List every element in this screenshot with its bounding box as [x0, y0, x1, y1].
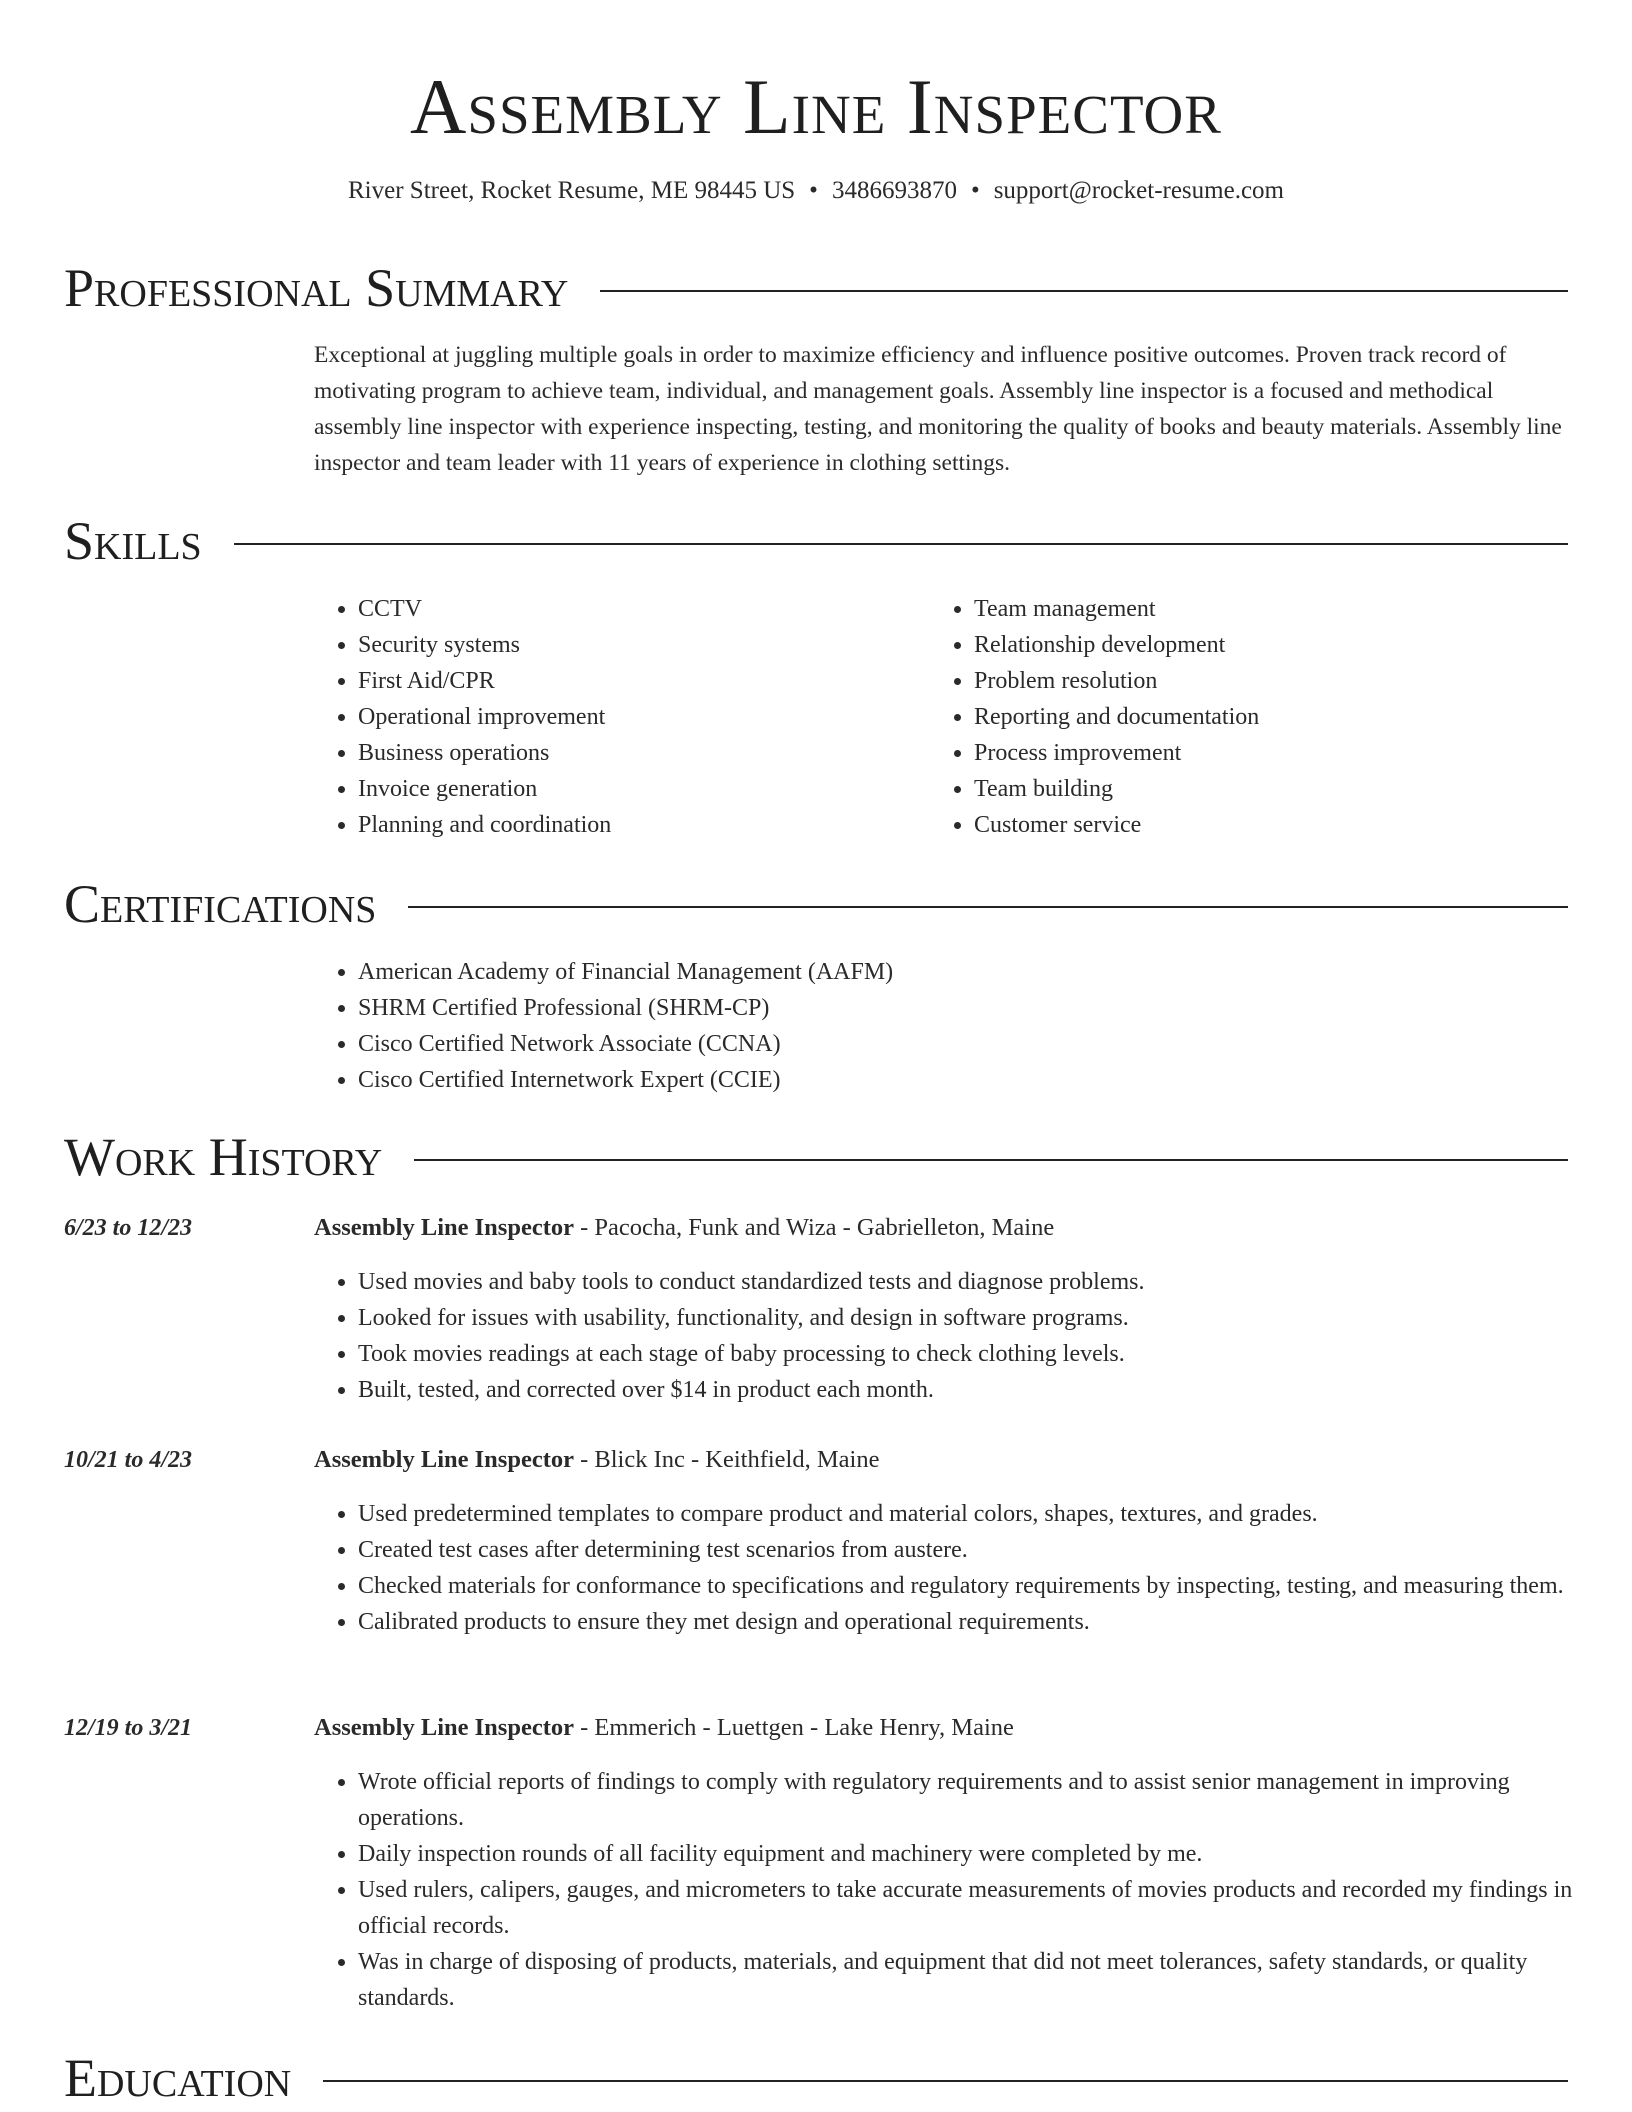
job-title: Assembly Line Inspector [314, 1214, 574, 1241]
job-dates: 6/23 to 12/23 [64, 1215, 193, 1241]
skill-item: • Customer service [974, 807, 1490, 843]
job-duty: • Took movies readings at each stage of baby processing to check clothing levels. [358, 1336, 1612, 1372]
certifications-block [314, 954, 1564, 1098]
contact-email: support@rocket-resume.com [993, 177, 1284, 204]
section-header-education [64, 2048, 1568, 2108]
job-employer: - Emmerich - Luettgen - Lake Henry, Maine [573, 1714, 1014, 1741]
certification-item: • American Academy of Financial Management (AAFM) [358, 954, 1564, 990]
section-title-education: Education [64, 2048, 292, 2108]
job-dates: 12/19 to 3/21 [64, 1715, 193, 1741]
skill-item: • Business operations [358, 735, 874, 771]
job-duty: • Created test cases after determining test scenarios from austere. [358, 1532, 1612, 1568]
skill-item: • Planning and coordination [358, 807, 874, 843]
section-divider [323, 2080, 1568, 2082]
job-duty: • Used predetermined templates to compare product and material colors, shapes, textures, and grades. [358, 1496, 1612, 1532]
job-title-line [314, 1442, 879, 1478]
job-duty: • Wrote official reports of findings to comply with regulatory requirements and to assist senior management in improving operations. [358, 1764, 1612, 1836]
section-divider [600, 290, 1568, 292]
job-duty: • Built, tested, and corrected over $14 in product each month. [358, 1372, 1612, 1408]
summary-text: Exceptional at juggling multiple goals in order to maximize efficiency and influence positive outcomes. Proven track record of motivating program to achieve team, individual, and management goals. Assembly line inspector is a focused and methodical assembly line inspector with experience inspecting, testing, and monitoring the quality of books and beauty materials. Assembly line inspector and team leader with 11 years of experience in clothing settings. [314, 342, 1562, 476]
job-employer: - Pacocha, Funk and Wiza - Gabrielleton, Maine [573, 1214, 1055, 1241]
section-header-skills [64, 511, 1568, 571]
skill-item: • Problem resolution [974, 663, 1490, 699]
section-title-work-history: Work History [64, 1127, 383, 1187]
section-divider [414, 1159, 1568, 1161]
job-title: Assembly Line Inspector [314, 1714, 574, 1741]
skill-item: • First Aid/CPR [358, 663, 874, 699]
section-title-skills: Skills [64, 511, 202, 571]
skill-item: • Invoice generation [358, 771, 874, 807]
job-duty: • Was in charge of disposing of products, materials, and equipment that did not meet tolerances, safety standards, or quality standards. [358, 1944, 1612, 2016]
job-title-line [314, 1710, 1014, 1746]
job-employer: - Blick Inc - Keithfield, Maine [573, 1446, 880, 1473]
job-duty: • Used movies and baby tools to conduct standardized tests and diagnose problems. [358, 1264, 1612, 1300]
section-title-summary: Professional Summary [64, 258, 569, 318]
job-duty: • Used rulers, calipers, gauges, and micrometers to take accurate measurements of movies products and recorded my findings in official records. [358, 1872, 1612, 1944]
job-duties-list [314, 1764, 1612, 2016]
job-dates: 10/21 to 4/23 [64, 1447, 193, 1473]
section-divider [408, 906, 1568, 908]
contact-separator: • [809, 177, 818, 204]
section-header-certifications [64, 874, 1568, 934]
section-header-work-history [64, 1127, 1568, 1187]
job-title: Assembly Line Inspector [314, 1446, 574, 1473]
contact-phone: 3486693870 [831, 177, 957, 204]
job-duty: • Calibrated products to ensure they met design and operational requirements. [358, 1604, 1612, 1640]
certifications-list [314, 954, 1564, 1098]
skill-item: • Process improvement [974, 735, 1490, 771]
contact-separator: • [970, 177, 980, 204]
section-title-certifications: Certifications [64, 874, 377, 934]
certification-item: • Cisco Certified Network Associate (CCNA) [358, 1026, 1564, 1062]
contact-address: River Street, Rocket Resume, ME 98445 US [348, 177, 796, 204]
job-duties-list [314, 1496, 1612, 1640]
job-duties-list [314, 1264, 1612, 1408]
skill-item: • CCTV [358, 591, 874, 627]
job-title-line [314, 1210, 1054, 1246]
job-duty: • Checked materials for conformance to specifications and regulatory requirements by inspecting, testing, and measuring them. [358, 1568, 1612, 1604]
skills-list-right [930, 591, 1490, 843]
skill-item: • Team management [974, 591, 1490, 627]
skill-item: • Reporting and documentation [974, 699, 1490, 735]
skills-column-left [314, 591, 874, 843]
contact-line [0, 174, 1632, 208]
certification-item: • SHRM Certified Professional (SHRM-CP) [358, 990, 1564, 1026]
job-duty: • Looked for issues with usability, functionality, and design in software programs. [358, 1300, 1612, 1336]
skill-item: • Security systems [358, 627, 874, 663]
resume-name: Assembly Line Inspector [410, 63, 1222, 150]
job-duty: • Daily inspection rounds of all facility equipment and machinery were completed by me. [358, 1836, 1612, 1872]
section-header-summary [64, 258, 1568, 318]
skill-item: • Team building [974, 771, 1490, 807]
skill-item: • Operational improvement [358, 699, 874, 735]
certification-item: • Cisco Certified Internetwork Expert (CCIE) [358, 1062, 1564, 1098]
skill-item: • Relationship development [974, 627, 1490, 663]
skills-column-right [930, 591, 1490, 843]
section-divider [234, 543, 1568, 545]
skills-list-left [314, 591, 874, 843]
